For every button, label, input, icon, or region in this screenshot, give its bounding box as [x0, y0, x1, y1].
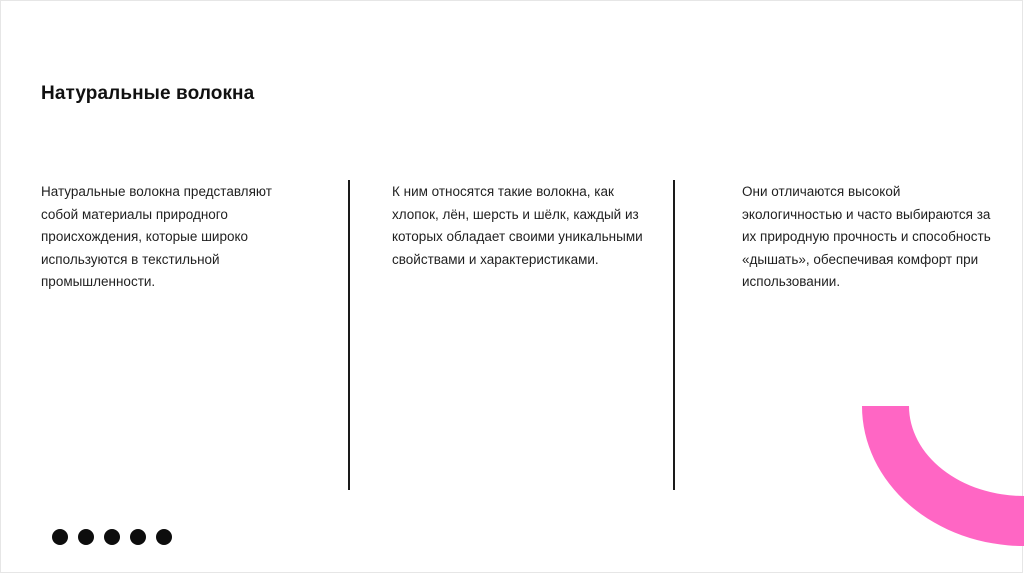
- column-2-line: хлопок, лён, шерсть и шёлк, каждый из: [392, 206, 639, 222]
- column-1-line: происхождения, которые широко: [41, 229, 249, 244]
- column-3-line: использовании.: [742, 274, 841, 289]
- column-1-text: [41, 181, 301, 294]
- column-3-line: их природную прочность и способность: [742, 229, 991, 244]
- column-2-line: которых обладает своими уникальными: [392, 229, 643, 244]
- column-divider-2: [673, 180, 675, 490]
- column-2-line: К ним относятся такие волокна, как: [392, 184, 614, 199]
- column-2-line: свойствами и характеристиками.: [392, 251, 599, 267]
- slide-title: Натуральные волокна: [41, 83, 255, 104]
- column-2-text: [392, 181, 660, 271]
- column-1-line: собой материалы природного: [41, 206, 228, 222]
- dot-icon: [78, 529, 94, 545]
- dot-icon: [52, 529, 68, 545]
- pink-arc-decoration-icon: [862, 406, 1024, 546]
- column-3-line: Они отличаются высокой: [742, 184, 901, 199]
- dots-decoration-icon: [52, 529, 172, 545]
- column-divider-1: [348, 180, 350, 490]
- column-3-line: экологичностью и часто выбираются за: [742, 206, 991, 222]
- dot-icon: [156, 529, 172, 545]
- column-1-line: Натуральные волокна представляют: [41, 184, 272, 199]
- column-1-line: используются в текстильной: [41, 251, 220, 267]
- column-3-line: «дышать», обеспечивая комфорт при: [742, 251, 979, 267]
- column-3-text: [742, 181, 1004, 294]
- dot-icon: [104, 529, 120, 545]
- column-1-line: промышленности.: [41, 274, 156, 289]
- dot-icon: [130, 529, 146, 545]
- pink-arc-shape: [862, 406, 1024, 546]
